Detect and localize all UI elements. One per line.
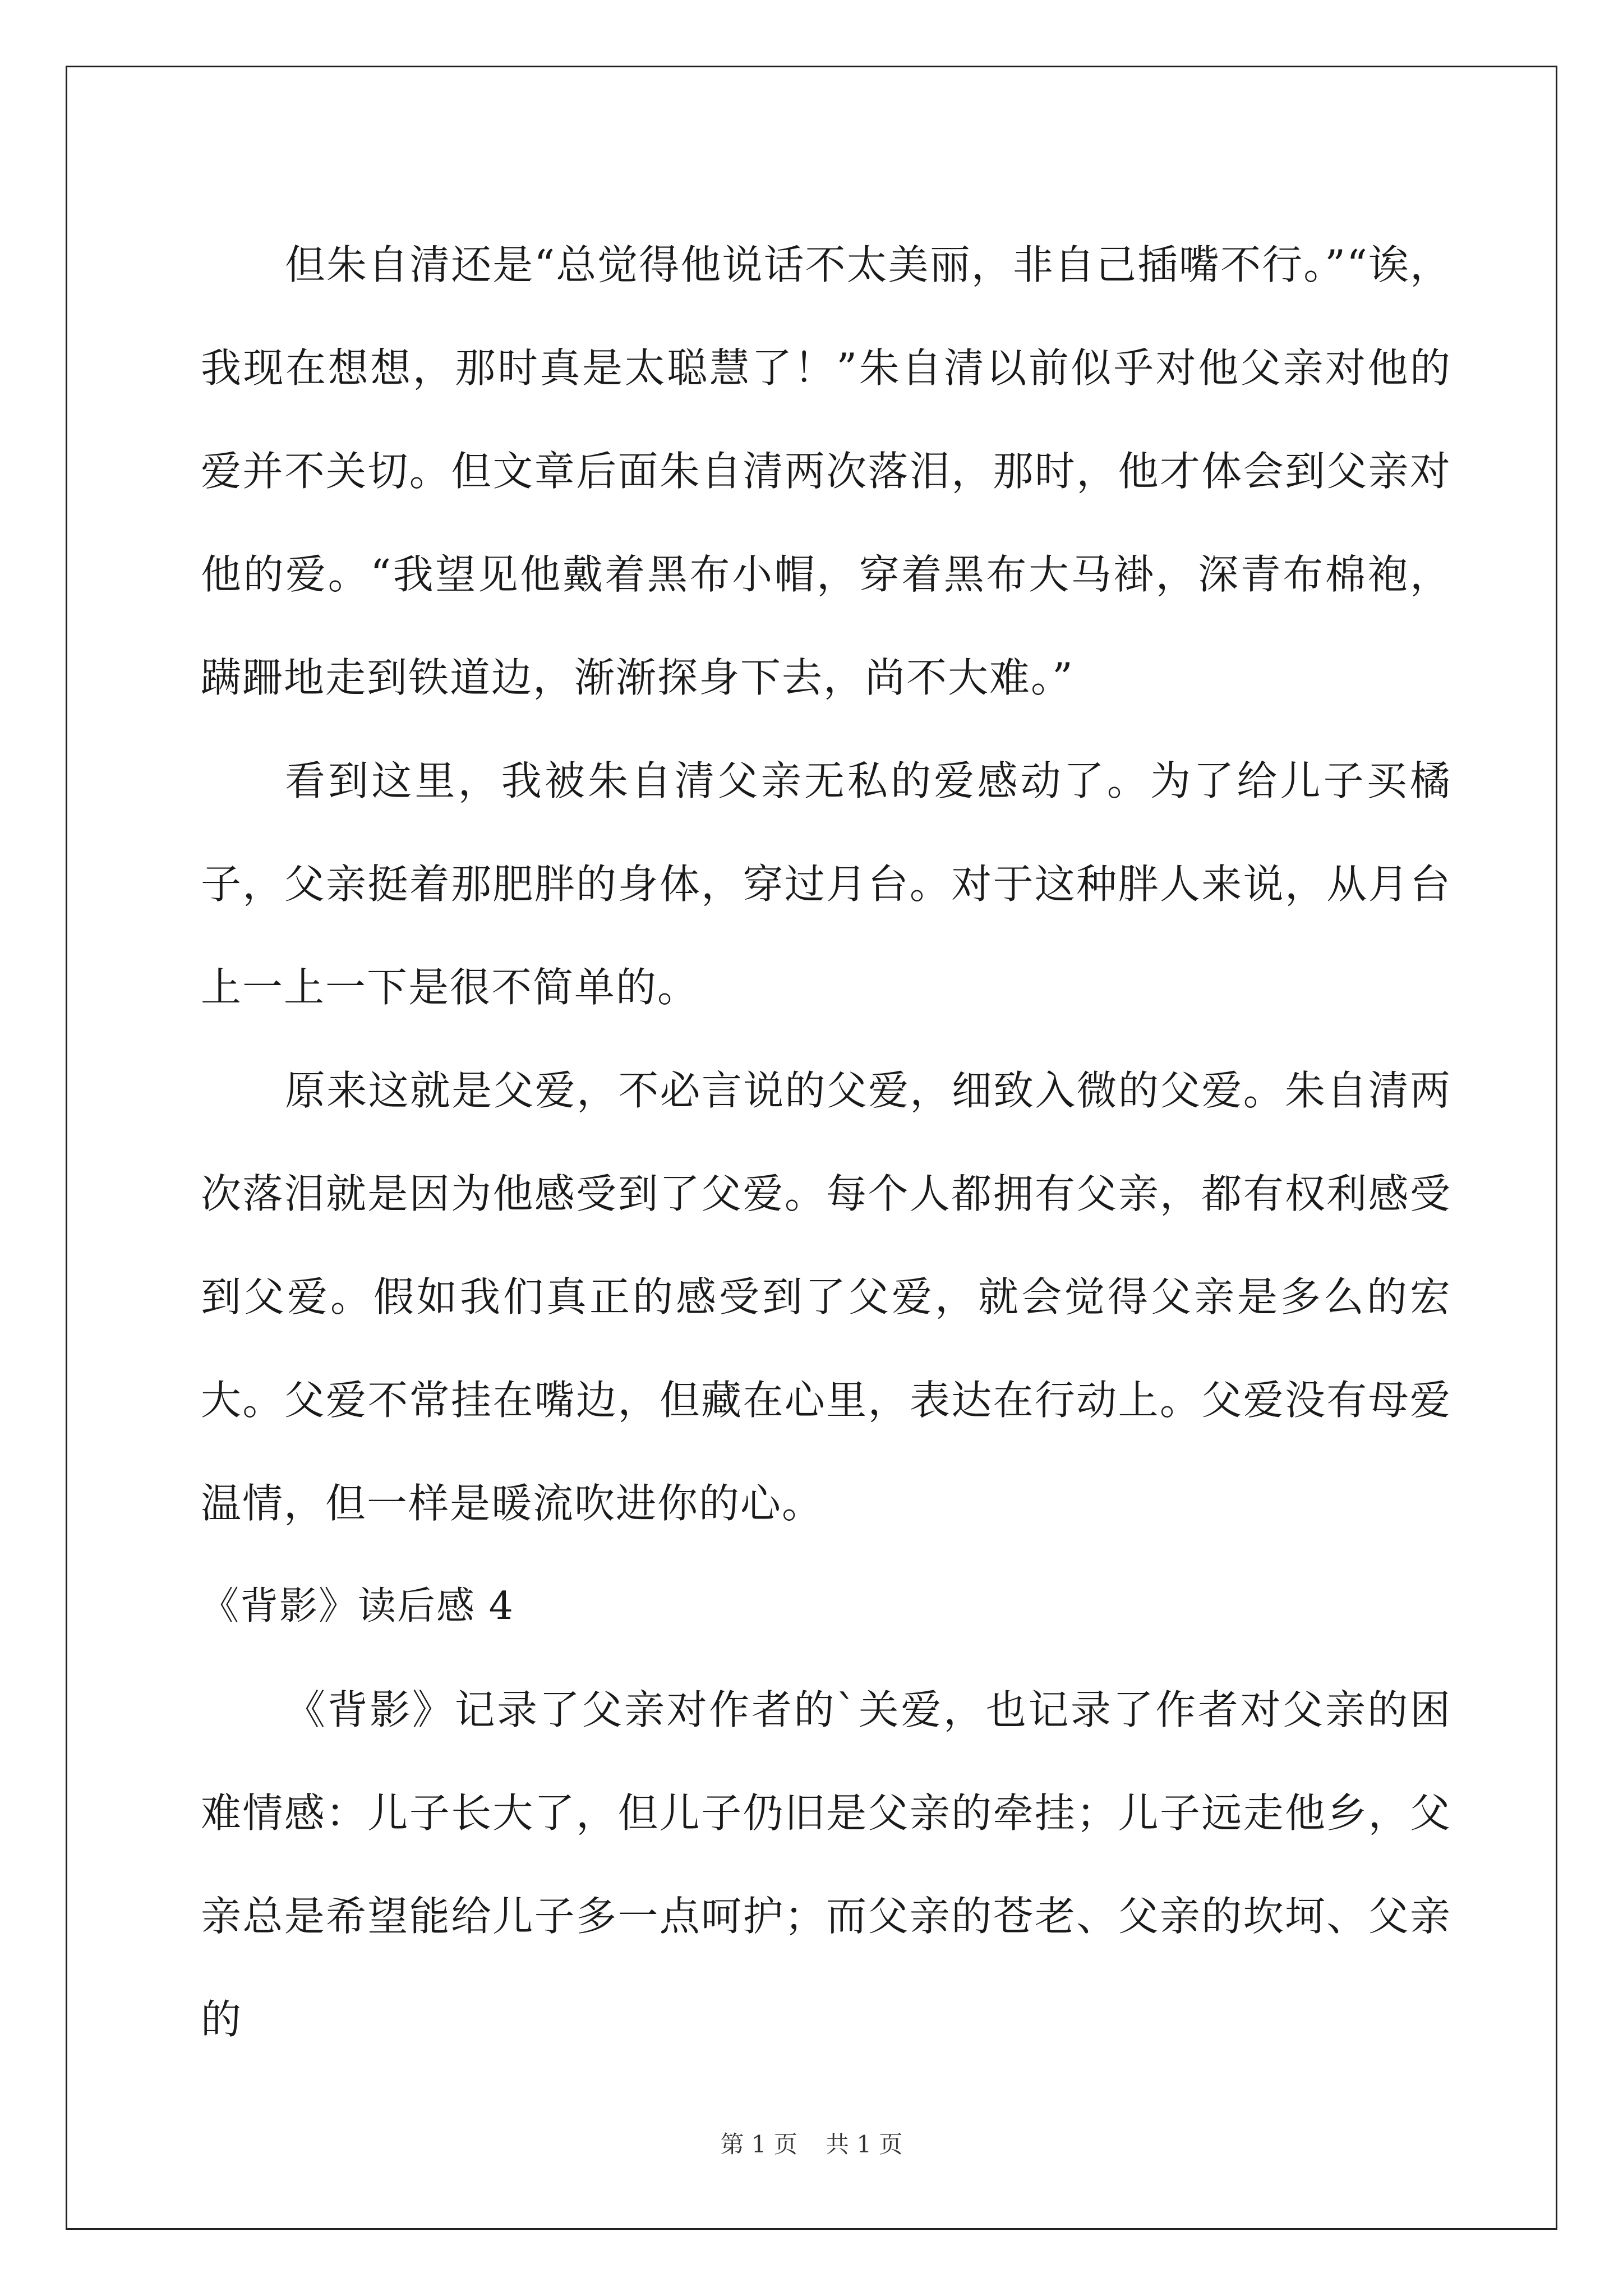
page-total: 共 1 页: [826, 2131, 903, 2158]
paragraph: 《背影》记录了父亲对作者的`关爱，也记录了作者对父亲的困难情感：儿子长大了，但儿子仍旧是父亲的牵挂；儿子远走他乡，父亲总是希望能给儿子多一点呵护；而父亲的苍老、父亲的坎坷、父亲的: [201, 1686, 1451, 2043]
page-number: 第 1 页: [720, 2131, 797, 2158]
page-footer: [0, 2126, 1623, 2160]
document-body: [201, 213, 1451, 2071]
paragraph: 看到这里，我被朱自清父亲无私的爱感动了。为了给儿子买橘子，父亲挺着那肥胖的身体，穿过月台。对于这种胖人来说，从月台上一上一下是很不简单的。: [201, 757, 1451, 1011]
paragraph: 原来这就是父爱，不必言说的父爱，细致入微的父爱。朱自清两次落泪就是因为他感受到了父爱。每个人都拥有父亲，都有权利感受到父爱。假如我们真正的感受到了父爱，就会觉得父亲是多么的宏大。父爱不常挂在嘴边，但藏在心里，表达在行动上。父爱没有母爱温情，但一样是暖流吹进你的心。: [201, 1067, 1451, 1527]
paragraph: 但朱自清还是“总觉得他说话不太美丽，非自己插嘴不行。”“诶，我现在想想，那时真是太聪慧了！”朱自清以前似乎对他父亲对他的爱并不关切。但文章后面朱自清两次落泪，那时，他才体会到父亲对他的爱。“我望见他戴着黑布小帽，穿着黑布大马褂，深青布棉袍，蹒跚地走到铁道边，渐渐探身下去，尚不大难。”: [201, 241, 1451, 701]
section-heading: 《背影》读后感 4: [201, 1584, 514, 1628]
